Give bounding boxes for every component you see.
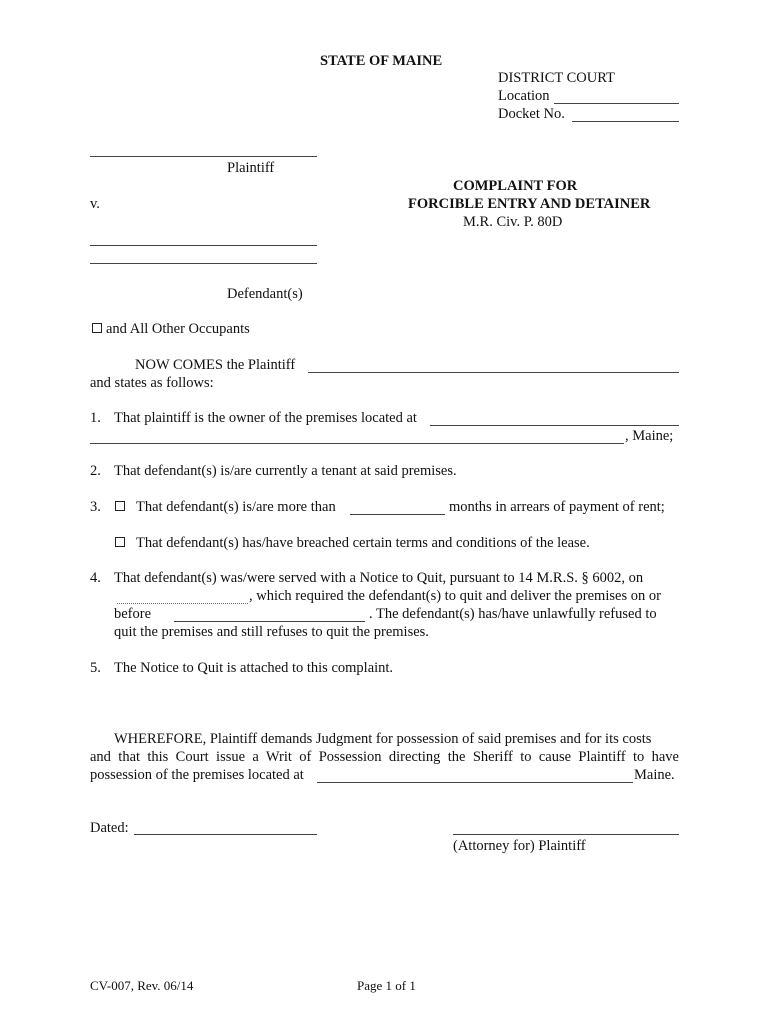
item1-text: That plaintiff is the owner of the premises located at [114, 410, 417, 426]
date-field[interactable] [134, 834, 317, 835]
page-number: Page 1 of 1 [357, 978, 416, 993]
item2-text: That defendant(s) is/are currently a tenant at said premises. [114, 463, 457, 479]
docket-number-field[interactable] [572, 121, 679, 122]
state-heading: STATE OF MAINE [320, 53, 443, 69]
plaintiff-name-body-field[interactable] [308, 372, 679, 373]
wherefore-line2: and that this Court issue a Writ of Possession directing the Sheriff to cause Plaintiff to have [90, 749, 679, 765]
wherefore-line1: WHEREFORE, Plaintiff demands Judgment for possession of said premises and for its costs [114, 731, 652, 747]
months-arrears-field[interactable] [350, 514, 445, 515]
premises-address-field-1[interactable] [430, 425, 679, 426]
item3-number: 3. [90, 499, 101, 515]
dated-label: Dated: [90, 820, 129, 836]
court-name: DISTRICT COURT [498, 70, 615, 86]
rule-citation: M.R. Civ. P. 80D [463, 214, 563, 230]
item1-maine: , Maine; [625, 428, 674, 444]
location-field[interactable] [554, 103, 679, 104]
defendant-name-field-2[interactable] [90, 263, 317, 264]
notice-served-date-field[interactable] [117, 603, 248, 604]
item4-before: before [114, 606, 152, 622]
item5-number: 5. [90, 660, 101, 676]
item2-number: 2. [90, 463, 101, 479]
versus-label: v. [90, 196, 100, 212]
item3a-end: months in arrears of payment of rent; [449, 499, 665, 515]
defendant-name-field-1[interactable] [90, 245, 317, 246]
docket-label: Docket No. [498, 106, 565, 122]
item4-line2: , which required the defendant(s) to quit and deliver the premises on or [249, 588, 661, 604]
rent-arrears-checkbox[interactable] [115, 501, 125, 511]
complaint-title-line2: FORCIBLE ENTRY AND DETAINER [408, 196, 651, 212]
defendants-label: Defendant(s) [227, 286, 303, 302]
wherefore-line3: possession of the premises located at [90, 767, 304, 783]
all-occupants-checkbox[interactable] [92, 323, 102, 333]
item4-number: 4. [90, 570, 101, 586]
item1-number: 1. [90, 410, 101, 426]
item5-text: The Notice to Quit is attached to this complaint. [114, 660, 394, 676]
now-comes-text: NOW COMES the Plaintiff [135, 357, 296, 373]
signature-line[interactable] [453, 834, 679, 835]
item3a-text: That defendant(s) is/are more than [136, 499, 336, 515]
item4-line1: That defendant(s) was/were served with a Notice to Quit, pursuant to 14 M.R.S. § 6002, on [114, 570, 644, 586]
lease-breach-checkbox[interactable] [115, 537, 125, 547]
item4-line4: quit the premises and still refuses to quit the premises. [114, 624, 429, 640]
location-label: Location [498, 88, 550, 104]
states-as-follows-text: and states as follows: [90, 375, 214, 391]
wherefore-maine: Maine. [634, 767, 675, 783]
wherefore-premises-field[interactable] [317, 782, 633, 783]
all-occupants-label: and All Other Occupants [106, 321, 250, 337]
attorney-plaintiff-label: (Attorney for) Plaintiff [453, 838, 586, 854]
plaintiff-name-field[interactable] [90, 156, 317, 157]
plaintiff-label: Plaintiff [227, 160, 275, 176]
quit-deadline-date-field[interactable] [174, 621, 365, 622]
item4-line3: . The defendant(s) has/have unlawfully refused to [369, 606, 657, 622]
form-id: CV-007, Rev. 06/14 [90, 978, 194, 993]
complaint-title-line1: COMPLAINT FOR [453, 178, 578, 194]
item3b-text: That defendant(s) has/have breached certain terms and conditions of the lease. [136, 535, 590, 551]
premises-address-field-2[interactable] [90, 443, 624, 444]
